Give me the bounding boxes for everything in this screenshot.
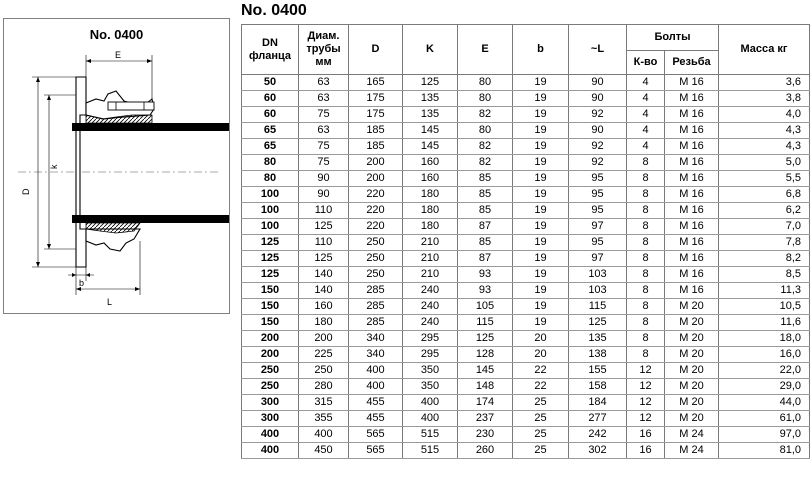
cell-D: 565	[349, 427, 403, 443]
cell-pipe-diameter: 200	[299, 331, 349, 347]
table-row	[242, 267, 810, 283]
cell-D: 285	[349, 283, 403, 299]
cell-dn: 400	[242, 443, 299, 459]
cell-dn: 60	[242, 91, 299, 107]
cell-dn: 200	[242, 331, 299, 347]
pipe-wall-bottom	[72, 215, 229, 223]
cell-bolt-count: 8	[627, 171, 665, 187]
cell-D: 400	[349, 379, 403, 395]
cell-pipe-diameter: 280	[299, 379, 349, 395]
cell-L: 90	[569, 75, 627, 91]
cell-L: 92	[569, 107, 627, 123]
cell-bolt-count: 8	[627, 251, 665, 267]
cell-L: 158	[569, 379, 627, 395]
cell-dn: 60	[242, 107, 299, 123]
table-row	[242, 347, 810, 363]
cell-D: 175	[349, 107, 403, 123]
cell-b: 19	[513, 139, 569, 155]
cell-pipe-diameter: 75	[299, 155, 349, 171]
cell-L: 115	[569, 299, 627, 315]
cell-dn: 65	[242, 139, 299, 155]
cell-D: 400	[349, 363, 403, 379]
cell-E: 93	[458, 283, 513, 299]
cell-dn: 400	[242, 427, 299, 443]
cell-L: 155	[569, 363, 627, 379]
cell-mass: 4,3	[719, 123, 810, 139]
cell-pipe-diameter: 75	[299, 107, 349, 123]
cell-K: 180	[403, 219, 458, 235]
table-row	[242, 139, 810, 155]
cell-bolt-count: 8	[627, 155, 665, 171]
cell-L: 97	[569, 251, 627, 267]
cell-D: 220	[349, 187, 403, 203]
cell-mass: 7,0	[719, 219, 810, 235]
cell-bolt-count: 4	[627, 123, 665, 139]
cell-K: 400	[403, 395, 458, 411]
cell-E: 148	[458, 379, 513, 395]
cell-D: 340	[349, 331, 403, 347]
spec-table	[241, 24, 810, 459]
table-row	[242, 155, 810, 171]
cell-dn: 125	[242, 251, 299, 267]
cell-bolt-thread: M 16	[665, 267, 719, 283]
header-bolt-count: К-во	[627, 51, 665, 75]
cell-dn: 80	[242, 155, 299, 171]
cell-pipe-diameter: 63	[299, 75, 349, 91]
cell-bolt-count: 8	[627, 219, 665, 235]
cell-E: 115	[458, 315, 513, 331]
table-row	[242, 235, 810, 251]
cell-mass: 44,0	[719, 395, 810, 411]
cell-bolt-thread: M 20	[665, 331, 719, 347]
cell-E: 105	[458, 299, 513, 315]
cell-b: 25	[513, 427, 569, 443]
cell-dn: 125	[242, 267, 299, 283]
table-row	[242, 107, 810, 123]
cell-K: 515	[403, 427, 458, 443]
table-header-row	[242, 25, 810, 51]
cell-K: 295	[403, 331, 458, 347]
cell-bolt-count: 4	[627, 75, 665, 91]
cell-E: 85	[458, 235, 513, 251]
cell-b: 25	[513, 443, 569, 459]
table-row	[242, 331, 810, 347]
cell-D: 200	[349, 155, 403, 171]
cell-bolt-thread: M 24	[665, 443, 719, 459]
cell-mass: 29,0	[719, 379, 810, 395]
cell-mass: 81,0	[719, 443, 810, 459]
cell-b: 20	[513, 331, 569, 347]
cell-bolt-thread: M 16	[665, 187, 719, 203]
cell-E: 82	[458, 155, 513, 171]
cell-bolt-count: 8	[627, 283, 665, 299]
cell-K: 240	[403, 299, 458, 315]
cell-b: 19	[513, 155, 569, 171]
cell-pipe-diameter: 125	[299, 251, 349, 267]
cell-bolt-count: 8	[627, 203, 665, 219]
cell-E: 80	[458, 75, 513, 91]
cell-b: 19	[513, 187, 569, 203]
cell-K: 400	[403, 411, 458, 427]
cell-L: 95	[569, 187, 627, 203]
cell-D: 220	[349, 203, 403, 219]
cell-D: 220	[349, 219, 403, 235]
cell-bolt-thread: M 16	[665, 139, 719, 155]
cell-dn: 250	[242, 379, 299, 395]
header-bolts: Болты	[627, 25, 719, 51]
cell-bolt-count: 16	[627, 427, 665, 443]
cell-D: 185	[349, 123, 403, 139]
cell-D: 200	[349, 171, 403, 187]
cell-b: 19	[513, 203, 569, 219]
cell-bolt-count: 12	[627, 363, 665, 379]
cell-pipe-diameter: 125	[299, 219, 349, 235]
cell-bolt-thread: M 16	[665, 75, 719, 91]
cell-mass: 11,6	[719, 315, 810, 331]
table-row	[242, 411, 810, 427]
cell-mass: 8,5	[719, 267, 810, 283]
cell-mass: 4,0	[719, 107, 810, 123]
cell-b: 19	[513, 75, 569, 91]
cell-mass: 61,0	[719, 411, 810, 427]
cell-dn: 50	[242, 75, 299, 91]
dim-D-label: D	[21, 188, 31, 195]
bolt-top	[108, 102, 154, 110]
cell-E: 237	[458, 411, 513, 427]
cell-pipe-diameter: 180	[299, 315, 349, 331]
cell-K: 145	[403, 139, 458, 155]
cell-L: 125	[569, 315, 627, 331]
cell-mass: 7,8	[719, 235, 810, 251]
cell-b: 19	[513, 299, 569, 315]
cell-bolt-thread: M 16	[665, 107, 719, 123]
table-row	[242, 187, 810, 203]
cell-bolt-thread: M 20	[665, 347, 719, 363]
cell-b: 19	[513, 267, 569, 283]
header-L: ~L	[569, 25, 627, 75]
cell-bolt-thread: M 20	[665, 363, 719, 379]
cell-E: 80	[458, 123, 513, 139]
drawing-title: No. 0400	[89, 27, 144, 42]
cell-mass: 16,0	[719, 347, 810, 363]
cell-K: 210	[403, 235, 458, 251]
cell-D: 285	[349, 299, 403, 315]
cell-L: 92	[569, 155, 627, 171]
cell-L: 103	[569, 267, 627, 283]
cell-K: 295	[403, 347, 458, 363]
cell-bolt-count: 8	[627, 235, 665, 251]
cell-L: 90	[569, 91, 627, 107]
table-row	[242, 283, 810, 299]
cell-D: 185	[349, 139, 403, 155]
cell-pipe-diameter: 140	[299, 283, 349, 299]
cell-b: 19	[513, 283, 569, 299]
cell-D: 165	[349, 75, 403, 91]
dim-k-label: k	[49, 164, 59, 169]
cell-dn: 150	[242, 299, 299, 315]
page-title: No. 0400	[241, 2, 307, 19]
cell-pipe-diameter: 63	[299, 91, 349, 107]
table-body	[242, 75, 810, 459]
cell-D: 455	[349, 411, 403, 427]
header-K: K	[403, 25, 458, 75]
cell-b: 22	[513, 379, 569, 395]
cell-mass: 10,5	[719, 299, 810, 315]
table-row	[242, 219, 810, 235]
cell-E: 93	[458, 267, 513, 283]
cell-pipe-diameter: 63	[299, 123, 349, 139]
table-row	[242, 171, 810, 187]
cell-pipe-diameter: 400	[299, 427, 349, 443]
flange-adapter-drawing	[4, 19, 229, 313]
cell-b: 22	[513, 363, 569, 379]
cell-pipe-diameter: 450	[299, 443, 349, 459]
cell-D: 285	[349, 315, 403, 331]
cell-E: 82	[458, 107, 513, 123]
cell-pipe-diameter: 250	[299, 363, 349, 379]
cell-bolt-thread: M 16	[665, 171, 719, 187]
pipe-wall-top	[72, 123, 229, 131]
cell-bolt-thread: M 16	[665, 91, 719, 107]
cell-L: 95	[569, 203, 627, 219]
cell-mass: 8,2	[719, 251, 810, 267]
cell-dn: 200	[242, 347, 299, 363]
cell-bolt-count: 8	[627, 315, 665, 331]
cell-E: 174	[458, 395, 513, 411]
cell-b: 19	[513, 91, 569, 107]
drawing-panel	[3, 18, 230, 314]
cell-bolt-thread: M 16	[665, 219, 719, 235]
cell-dn: 100	[242, 187, 299, 203]
cell-D: 250	[349, 251, 403, 267]
cell-L: 90	[569, 123, 627, 139]
cell-bolt-thread: M 16	[665, 235, 719, 251]
cell-dn: 150	[242, 315, 299, 331]
cell-pipe-diameter: 110	[299, 203, 349, 219]
table-row	[242, 443, 810, 459]
cell-L: 95	[569, 235, 627, 251]
cell-dn: 300	[242, 411, 299, 427]
cell-bolt-count: 4	[627, 139, 665, 155]
cell-bolt-count: 8	[627, 267, 665, 283]
cell-bolt-thread: M 16	[665, 155, 719, 171]
cell-b: 19	[513, 251, 569, 267]
cell-mass: 97,0	[719, 427, 810, 443]
cell-D: 175	[349, 91, 403, 107]
cell-K: 160	[403, 171, 458, 187]
header-pipe-diameter: Диам. трубы мм	[299, 25, 349, 75]
cell-D: 250	[349, 267, 403, 283]
header-D: D	[349, 25, 403, 75]
cell-D: 565	[349, 443, 403, 459]
cell-pipe-diameter: 110	[299, 235, 349, 251]
cell-bolt-count: 8	[627, 347, 665, 363]
cell-dn: 300	[242, 395, 299, 411]
cell-dn: 100	[242, 203, 299, 219]
cell-b: 20	[513, 347, 569, 363]
cell-mass: 6,2	[719, 203, 810, 219]
cell-K: 350	[403, 363, 458, 379]
cell-dn: 125	[242, 235, 299, 251]
cell-bolt-thread: M 20	[665, 299, 719, 315]
cell-E: 125	[458, 331, 513, 347]
cell-mass: 5,5	[719, 171, 810, 187]
cell-E: 85	[458, 187, 513, 203]
table-row	[242, 315, 810, 331]
cell-pipe-diameter: 315	[299, 395, 349, 411]
cell-K: 350	[403, 379, 458, 395]
cell-bolt-thread: M 16	[665, 123, 719, 139]
cell-dn: 80	[242, 171, 299, 187]
cell-bolt-count: 8	[627, 187, 665, 203]
cell-E: 230	[458, 427, 513, 443]
cell-L: 242	[569, 427, 627, 443]
table-row	[242, 251, 810, 267]
cell-K: 160	[403, 155, 458, 171]
cell-bolt-thread: M 20	[665, 395, 719, 411]
cell-bolt-thread: M 16	[665, 203, 719, 219]
cell-K: 240	[403, 283, 458, 299]
cell-dn: 65	[242, 123, 299, 139]
cell-bolt-count: 8	[627, 331, 665, 347]
cell-dn: 250	[242, 363, 299, 379]
cell-bolt-thread: M 20	[665, 379, 719, 395]
cell-mass: 3,6	[719, 75, 810, 91]
cell-E: 85	[458, 203, 513, 219]
table-row	[242, 379, 810, 395]
cell-L: 138	[569, 347, 627, 363]
cell-pipe-diameter: 140	[299, 267, 349, 283]
cell-E: 128	[458, 347, 513, 363]
cell-mass: 3,8	[719, 91, 810, 107]
cell-K: 135	[403, 107, 458, 123]
cell-K: 135	[403, 91, 458, 107]
cell-pipe-diameter: 160	[299, 299, 349, 315]
cell-bolt-thread: M 24	[665, 427, 719, 443]
cell-pipe-diameter: 90	[299, 187, 349, 203]
header-mass: Масса кг	[719, 25, 810, 75]
cell-dn: 150	[242, 283, 299, 299]
cell-L: 97	[569, 219, 627, 235]
cell-K: 240	[403, 315, 458, 331]
cell-bolt-thread: M 16	[665, 283, 719, 299]
cell-b: 19	[513, 219, 569, 235]
cell-bolt-count: 12	[627, 395, 665, 411]
table-row	[242, 299, 810, 315]
table-row	[242, 395, 810, 411]
cell-E: 85	[458, 171, 513, 187]
cell-pipe-diameter: 90	[299, 171, 349, 187]
header-bolt-thread: Резьба	[665, 51, 719, 75]
cell-b: 19	[513, 171, 569, 187]
cell-bolt-thread: M 16	[665, 251, 719, 267]
table-row	[242, 75, 810, 91]
header-E: E	[458, 25, 513, 75]
table-row	[242, 203, 810, 219]
cell-E: 80	[458, 91, 513, 107]
cell-pipe-diameter: 355	[299, 411, 349, 427]
cell-b: 25	[513, 395, 569, 411]
cell-b: 19	[513, 107, 569, 123]
cell-mass: 4,3	[719, 139, 810, 155]
dim-L-label: L	[107, 297, 113, 307]
cell-pipe-diameter: 225	[299, 347, 349, 363]
cell-bolt-count: 8	[627, 299, 665, 315]
header-dn: DN фланца	[242, 25, 299, 75]
table-row	[242, 91, 810, 107]
cell-bolt-count: 12	[627, 411, 665, 427]
cell-E: 87	[458, 219, 513, 235]
cell-b: 25	[513, 411, 569, 427]
cell-L: 135	[569, 331, 627, 347]
cell-L: 184	[569, 395, 627, 411]
cell-L: 95	[569, 171, 627, 187]
cell-mass: 6,8	[719, 187, 810, 203]
cell-L: 277	[569, 411, 627, 427]
table-row	[242, 123, 810, 139]
cell-mass: 22,0	[719, 363, 810, 379]
cell-mass: 18,0	[719, 331, 810, 347]
cell-mass: 11,3	[719, 283, 810, 299]
cell-D: 250	[349, 235, 403, 251]
cell-K: 125	[403, 75, 458, 91]
cell-b: 19	[513, 235, 569, 251]
cell-bolt-thread: M 20	[665, 411, 719, 427]
cell-bolt-count: 16	[627, 443, 665, 459]
cell-L: 103	[569, 283, 627, 299]
cell-K: 180	[403, 203, 458, 219]
cell-K: 210	[403, 267, 458, 283]
cell-bolt-count: 4	[627, 91, 665, 107]
dim-E-label: E	[115, 50, 122, 60]
table-row	[242, 427, 810, 443]
cell-L: 302	[569, 443, 627, 459]
cell-D: 340	[349, 347, 403, 363]
cell-L: 92	[569, 139, 627, 155]
cell-E: 87	[458, 251, 513, 267]
cell-D: 455	[349, 395, 403, 411]
cell-E: 145	[458, 363, 513, 379]
cell-E: 260	[458, 443, 513, 459]
cell-bolt-thread: M 20	[665, 315, 719, 331]
cell-pipe-diameter: 75	[299, 139, 349, 155]
table-row	[242, 363, 810, 379]
cell-b: 19	[513, 123, 569, 139]
cell-K: 145	[403, 123, 458, 139]
cell-bolt-count: 12	[627, 379, 665, 395]
header-b: b	[513, 25, 569, 75]
cell-b: 19	[513, 315, 569, 331]
cell-K: 180	[403, 187, 458, 203]
cell-bolt-count: 4	[627, 107, 665, 123]
cell-mass: 5,0	[719, 155, 810, 171]
cell-E: 82	[458, 139, 513, 155]
cell-dn: 100	[242, 219, 299, 235]
cell-K: 210	[403, 251, 458, 267]
cell-K: 515	[403, 443, 458, 459]
dim-b-label: b	[79, 278, 85, 288]
